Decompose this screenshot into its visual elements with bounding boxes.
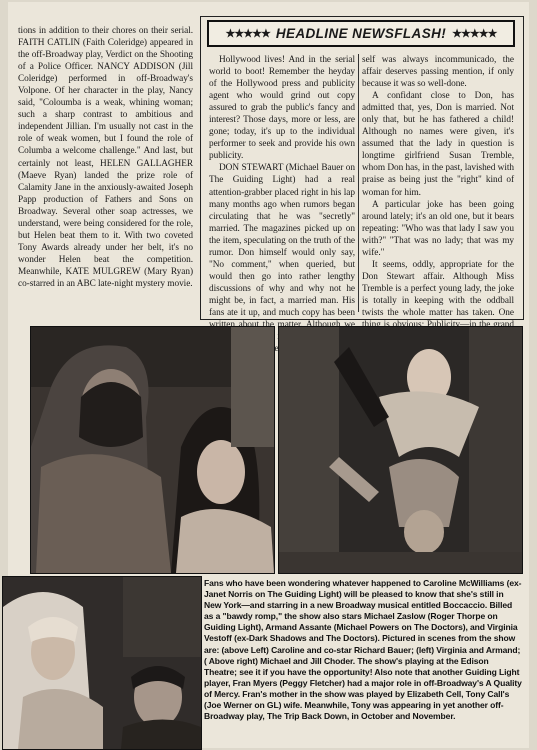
caption-text: Fans who have been wondering whatever happened to Caroline McWilliams (ex-Janet Norris on The Guiding Light) will be pleased to know that she's still in New York—and starring in a new Broadway musical entitled Boccaccio. Billed as a "bawdy romp," the show also stars Michael Zaslow (Roger Thorpe on Guiding Light), Armand Assante (Michael Powers on The Doctors), and Virginia Vestoff (ex-Dark Shadows and The Doctors). Pictured in scenes from the show are: (above Left) Caroline and co-star Richard Bauer; (left) Virginia and Armand; ( Above right) Michael and Jill Choder. The show's playing at the Edison Theatre; see it if you have the opportunity! Also note that another Guiding Light player, Fran Myers (Peggy Fletcher) had a major role in off-Broadway's A Quality of Mercy. Fran's mother in the show was played by Elizabeth Cell, Tony Call's (Joe Werner on GL) wife. Meanwhile, Tony was appearing in yet another off-Broadway play, The Trip Back Down, in October and November. xyxy=(204,578,522,722)
photo-michael-and-jill xyxy=(278,326,523,574)
headline-banner xyxy=(207,20,515,47)
stars-right-icon: ★★★★★ xyxy=(452,28,497,40)
column-2-paragraph-1: Hollywood lives! And in the serial world to boot! Remember the heyday of the Hollywood press and publicity agent who would grind out copy assured to grab the public's fancy and interest? Those days, more or less, are gone; today, it's up to the individual performer to seek and provide his own publicity. xyxy=(209,55,355,162)
column-1-text: tions in addition to their chores on their serial. FAITH CATLIN (Faith Coleridge) appeared in the off-Broadway play, Verdict on the Shooting of a Police Officer. NANCY ADDISON (Jill Coleridge) performed in off-Broadway's Volpone. Of her character in the play, Nancy said, "Coloumba is a weak, whining woman; such a sharp contrast to ambitious and independent Jillian. I'm usually not cast in the role of weak women, but I found the role of Columba a welcome challenge." And last, but certainly not least, HELEN GALLAGHER (Maeve Ryan) landed the prize role of Calamity Jane in the anxiously-awaited Joseph Papp production of Fathers and Sons on Broadway. Several other soap actresses, we understand, were being considered for the role, but Helen beat them to it. With two coveted Tony Awards already under her belt, it's no wonder Helen beat the competition. Meanwhile, KATE MULGREW (Mary Ryan) co-starred in an ABC late-night mystery movie. xyxy=(18,26,193,289)
column-3-paragraph-1: self was always incommunicado, the affair deserves passing mention, if only because it was so well-done. xyxy=(362,55,514,90)
article-column-2 xyxy=(209,54,355,367)
column-3-paragraph-3: A particular joke has been going around lately; it's an old one, but it bears repeating: "Who was that lady I saw you with?" "That was no lady; that was my wife." xyxy=(362,199,514,258)
article-column-1 xyxy=(18,25,193,290)
photo-caroline-and-richard xyxy=(30,326,275,574)
column-divider xyxy=(358,54,359,312)
column-2-paragraph-2: DON STEWART (Michael Bauer on The Guiding Light) had a real attention-grabber placed right in his lap many months ago when rumors began circulating that he was "secretly" married. The magazines picked up on the item, speculating on the truth of the rumor. Don himself would only say, "No comment," when queried, but would then go into rather lengthy discussions of why and why not he might be, in fact, a married man. His fans ate it up, and much copy has been mere xyxy=(209,163,355,355)
article-column-3 xyxy=(362,54,514,367)
column-3-paragraph-4: It seems, oddly, appropriate for the Don Stewart affair. Although Miss Tremble is a perfect young lady, the joke is totally in keeping with the oddball twists the whole matter has taken. One xyxy=(362,259,514,318)
stars-left-icon: ★★★★★ xyxy=(225,28,270,40)
column-3-paragraph-2: A confidant close to Don, has admitted that, yes, Don is married. Not only that, but he has fathered a child! Although no names were given, it's assumed that the lady in question is longtime girlfriend Susan Tremble, whom Don has, in the past, lavished with praise as being just the "right" kind of woman for him. xyxy=(362,91,514,198)
photo-virginia-and-armand xyxy=(2,576,202,750)
headline-title: HEADLINE NEWSFLASH! xyxy=(275,26,447,41)
photo-caption xyxy=(204,578,522,722)
